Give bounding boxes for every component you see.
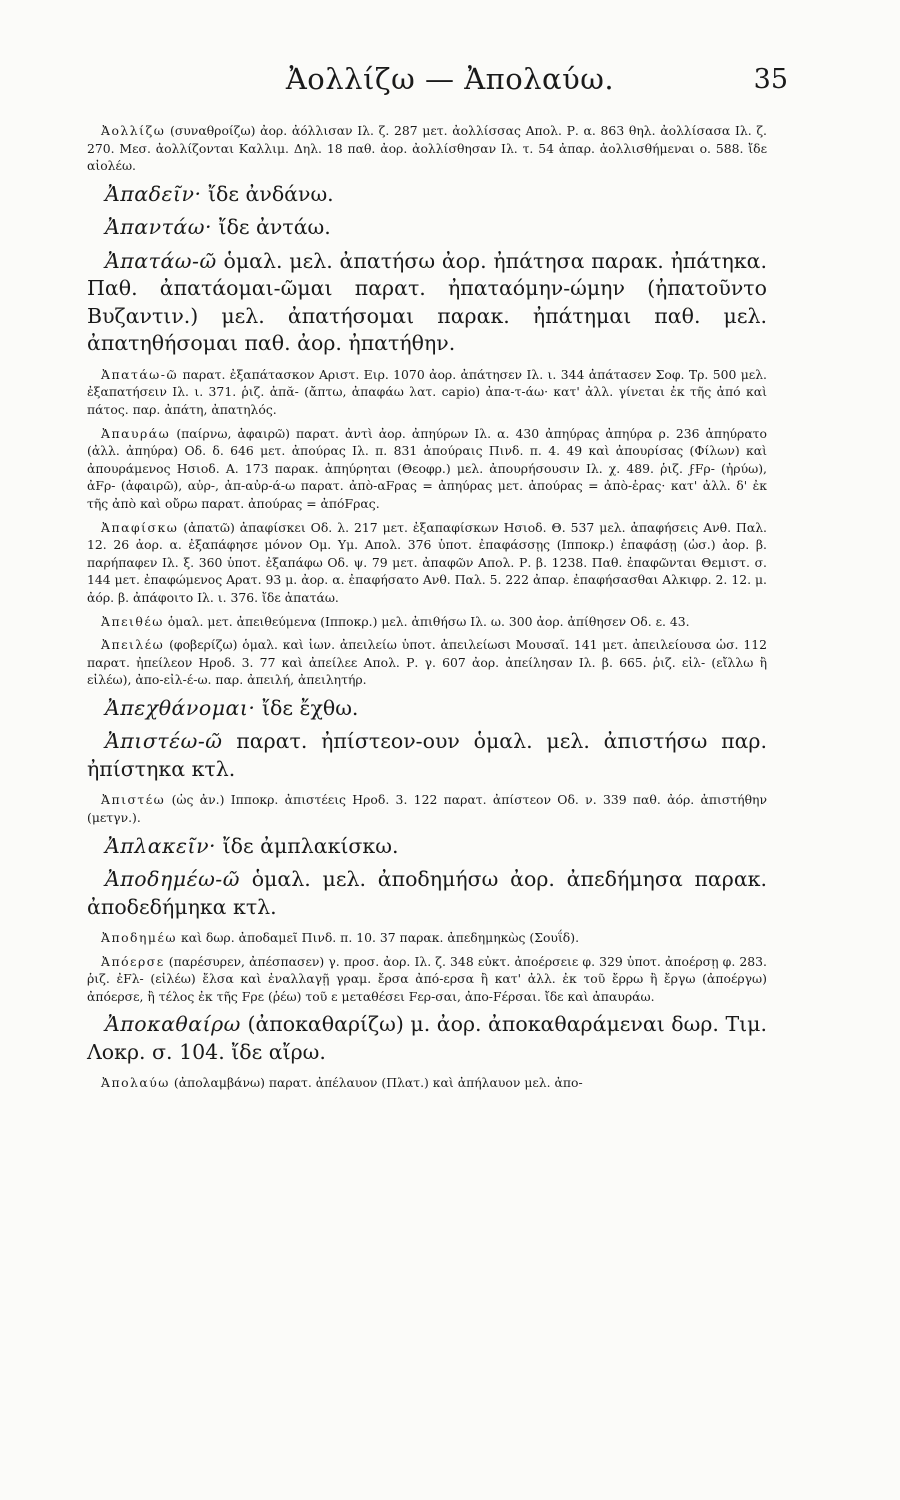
entry-text: ὁμαλ. μετ. ἀπειθεύμενα (Ιπποκρ.) μελ. ἀπιθήσω Ιλ. ω. 300 ἀορ. ἀπίθησεν Οδ. ε. 43.	[163, 613, 690, 629]
entry-lemma: Ἀπιστέω	[101, 792, 166, 808]
entry-apisteo-note	[87, 791, 767, 826]
entry-text: ἴδε ἀντάω.	[212, 215, 331, 240]
entry-lemma: Ἀπειθέω	[101, 613, 164, 629]
entry-lemma: Ἀπατάω-ῶ	[101, 366, 179, 382]
page-number: 35	[753, 64, 788, 95]
entry-apeileo-note	[87, 636, 767, 689]
entry-lemma: Ἀποκαθαίρω	[105, 1012, 241, 1037]
entry-text: καὶ δωρ. ἀποδαμεῖ Πινδ. π. 10. 37 παρακ. ἀπεδημηκὼς (Σουΐδ).	[177, 930, 580, 946]
running-title: Ἀολλίζω — Ἀπολαύω.	[285, 62, 615, 96]
entry-lemma: Ἀπαφίσκω	[101, 519, 179, 535]
entry-text: παρατ. ἠπίστεον-ουν ὁμαλ. μελ. ἀπιστήσω παρ. ἠπίστηκα κτλ.	[87, 729, 767, 781]
entry-lemma: Ἀπαυράω	[101, 425, 171, 441]
entry-aplakein	[87, 833, 767, 861]
entry-apantao	[87, 214, 767, 242]
entry-text: (ἀπατῶ) ἀπαφίσκει Οδ. λ. 217 μετ. ἐξαπαφίσκων Ησιοδ. Θ. 537 μελ. ἀπαφήσεις Ανθ. Παλ. 12. 26 ἀορ. α. ἐξαπάφησε μόνον Ομ. Υμ. Απολ. 376 ὑποτ. ἐπαφάσσῃς (Ιπποκρ.) ἐπαφάσῃ (ὡσ.) ἀορ. β. παρήπαφεν Ιλ. ξ. 360 ὑποτ. ἐξαπάφω Οδ. ψ. 79 μετ. ἀπαφῶν Απολ. Ρ. β. 1238. Παθ. ἐπαφῶνται Θεμιστ. σ. 144 μετ. ἐπαφώμενος Αρατ. 93 μ. ἀορ. α. ἐπαφήσατο Ανθ. Παλ. 5. 222 ἀπαρ. ἐπαφήσασθαι Αλκιφρ. 2. 12. μ. ἀόρ. β. ἀπάφοιτο Ιλ. ι. 376. ἴδε ἀπατάω.	[87, 519, 767, 605]
entry-lemma: Ἀποδημέω	[101, 930, 178, 946]
entry-text: (ὡς ἀν.) Ιπποκρ. ἀπιστέεις Ηροδ. 3. 122 παρατ. ἀπίστεον Οδ. ν. 339 παθ. ἀόρ. ἀπιστήθην (μετγν.).	[87, 792, 767, 825]
entry-apeitheo-note	[87, 613, 767, 631]
page-header	[0, 62, 900, 102]
entry-text: ὁμαλ. μελ. ἀπατήσω ἀορ. ἠπάτησα παρακ. ἠπάτηκα. Παθ. ἀπατάομαι-ῶμαι παρατ. ἠπαταόμην-ώμην (ἠπατοῦντο Βυζαντιν.) μελ. ἀπατήσομαι παρακ. ἠπάτημαι παθ. μελ. ἀπατηθήσομαι παθ. ἀορ. ἠπατήθην.	[87, 248, 767, 356]
entry-apolauo-note	[87, 1074, 767, 1092]
entry-aollizo-note	[87, 122, 767, 175]
entry-text: (συναθροίζω) ἀορ. ἀόλλισαν Ιλ. ζ. 287 μετ. ἀολλίσσας Απολ. Ρ. α. 863 θηλ. ἀολλίσασα Ιλ. ζ. 270. Μεσ. ἀολλίζονται Καλλιμ. Δηλ. 18 παθ. ἀορ. ἀολλίσθησαν Ιλ. τ. 54 ἀπαρ. ἀολλισθήμεναι ο. 588. ἴδε αἰολέω.	[87, 123, 767, 174]
entry-apatao-note	[87, 366, 767, 419]
entry-text: ἴδε ἀμπλακίσκω.	[216, 833, 399, 858]
entry-lemma: Ἀολλίζω	[101, 123, 166, 138]
entry-text: ὁμαλ. μελ. ἀποδημήσω ἀορ. ἀπεδήμησα παρακ. ἀποδεδήμηκα κτλ.	[87, 867, 767, 919]
entry-apatao	[87, 248, 767, 358]
entry-text: ἴδε ἀνδάνω.	[201, 181, 334, 206]
entry-text: (ἀπολαμβάνω) παρατ. ἀπέλαυον (Πλατ.) καὶ ἀπήλαυον μελ. ἀπο-	[169, 1075, 583, 1091]
entry-lemma: Ἀπιστέω-ῶ	[105, 729, 223, 754]
entry-apaurao-note	[87, 425, 767, 513]
entry-lemma: Ἀπεχθάνομαι·	[105, 695, 256, 720]
entry-lemma: Ἀπλακεῖν·	[105, 833, 217, 858]
entry-text: (παρέσυρεν, ἀπέσπασεν) γ. προσ. ἀορ. Ιλ. ζ. 348 εὐκτ. ἀποέρσειε φ. 329 ὑποτ. ἀποέρσῃ φ. 283. ῥιζ. ἐFλ- (εἰλέω) ἔλσα καὶ ἐναλλαγῇ γραμ. ἔρσα ἀπό-ερσα ἢ κατ' ἀλλ. ἐκ τοῦ ἔρρω ἢ ἔργω (ἀποέργω) ἀπόερσε, ἢ τέλος ἐκ τῆς Fρε (ῥέω) τοῦ ε μεταθέσει Fερ-σαι, ἀπο-Fέρσαι. ἴδε καὶ ἀπαυράω.	[87, 953, 767, 1004]
entry-lemma: Ἀπειλέω	[101, 637, 165, 653]
entry-text: (παίρνω, ἀφαιρῶ) παρατ. ἀντὶ ἀορ. ἀπηύρων Ιλ. α. 430 ἀπηύρας ἀπηύρα ρ. 236 ἀπηύρατο (ἀλλ. ἀπηύρα) Οδ. δ. 646 μετ. ἀπούρας Ιλ. π. 831 ἀπούραις Πινδ. π. 4. 49 καὶ ἀπουρίσας (Φίλων) καὶ ἀπουράμενος Ησιοδ. Α. 173 παρακ. ἀπηύρηται (Θεοφρ.) μελ. ἀπουρήσουσιν Ιλ. χ. 489. ῥιζ. ϝFρ- (ἠρύω), ἀFρ- (ἀφαιρῶ), αὐρ-, ἀπ-αὐρ-ά-ω παρατ. ἀπὸ-αFρας = ἀπηύρας μετ. ἀπούρας = ἀπὸ-ἑρας· κατ' ἀλλ. δ' ἐκ τῆς ἀπὸ καὶ οὔρω παρατ. ἀπούρας = ἀπόFρας.	[87, 425, 767, 511]
entry-lemma: Ἀπαδεῖν·	[105, 181, 202, 206]
entry-text: ἴδε ἔχθω.	[255, 695, 359, 720]
entry-text: (ἀποκαθαρίζω) μ. ἀορ. ἀποκαθαράμεναι δωρ. Τιμ. Λοκρ. σ. 104. ἴδε αἴρω.	[87, 1012, 767, 1064]
entry-apisteo	[87, 728, 767, 783]
entry-lemma: Ἀπαντάω·	[105, 215, 213, 240]
entry-lemma: Ἀπατάω-ῶ	[105, 248, 217, 273]
entry-apaphisko-note	[87, 519, 767, 607]
entry-lemma: Ἀποδημέω-ῶ	[105, 867, 240, 892]
entry-text: (φοβερίζω) ὁμαλ. καὶ ἰων. ἀπειλείω ὑποτ. ἀπειλείωσι Μουσαῖ. 141 μετ. ἀπειλείουσα ὡσ. 112 παρατ. ἠπείλεον Ηροδ. 3. 77 καὶ ἀπείλεε Απολ. Ρ. γ. 607 ἀορ. ἀπείλησαν Ιλ. β. 665. ῥιζ. εἰλ- (εἴλλω ἢ εἰλέω), ἀπο-εἰλ-έ-ω. παρ. ἀπειλή, ἀπειλητήρ.	[87, 637, 767, 688]
entry-apodemeo-note	[87, 929, 767, 947]
entry-apodemeo	[87, 866, 767, 921]
entry-apechthanomai	[87, 695, 767, 723]
entry-lemma: Ἀπολαύω	[101, 1075, 170, 1091]
dictionary-body	[87, 122, 767, 1098]
entry-apadein	[87, 181, 767, 209]
entry-lemma: Ἀπόερσε	[101, 953, 165, 969]
entry-text: παρατ. ἐξαπάτασκον Αριστ. Ειρ. 1070 ἀορ. ἀπάτησεν Ιλ. ι. 344 ἀπάτασεν Σοφ. Τρ. 500 μελ. ἐξαπατήσειν Ιλ. ι. 371. ῥιζ. ἀπᾰ- (ἄπτω, ἀπαφάω λατ. capio) ἀπα-τ-άω· κατ' ἀλλ. γίνεται ἐκ τῆς ἀπό καὶ πάτος. παρ. ἀπάτη, ἀπατηλός.	[87, 366, 767, 417]
entry-apokathairo	[87, 1011, 767, 1066]
entry-apoerse-note	[87, 953, 767, 1006]
